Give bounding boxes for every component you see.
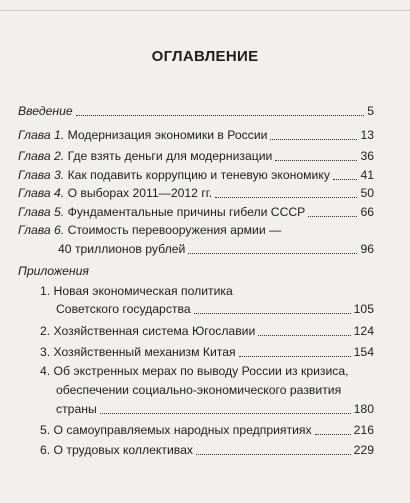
entry-text: 3. Хозяйственный механизм Китая bbox=[40, 345, 236, 359]
entry-label: Глава 5. bbox=[18, 205, 65, 219]
entry-text: 2. Хозяйственная система Югославии bbox=[40, 324, 256, 338]
dot-leader bbox=[196, 454, 351, 455]
entry-text: Фундаментальные причины гибели СССР bbox=[67, 205, 306, 219]
toc-entry-chapter-6[interactable] bbox=[58, 242, 374, 257]
dot-leader bbox=[270, 139, 357, 140]
entry-page: 229 bbox=[353, 443, 374, 457]
entry-page: 5 bbox=[367, 104, 374, 118]
dot-leader bbox=[76, 115, 365, 116]
dot-leader bbox=[215, 197, 357, 198]
appendix-item-5[interactable] bbox=[40, 423, 374, 438]
entry-text: О выборах 2011—2012 гг. bbox=[67, 186, 213, 200]
appendix-item-3[interactable] bbox=[40, 345, 374, 360]
top-rule bbox=[0, 10, 410, 11]
entry-page: 105 bbox=[353, 302, 374, 316]
entry-text: Модернизация экономики в России bbox=[67, 128, 268, 142]
dot-leader bbox=[100, 413, 351, 414]
appendix-item-6[interactable] bbox=[40, 443, 374, 458]
entry-text-cont: 40 триллионов рублей bbox=[58, 242, 186, 256]
toc-entry-chapter-4[interactable] bbox=[18, 186, 374, 201]
dot-leader bbox=[333, 179, 358, 180]
page-title: ОГЛАВЛЕНИЕ bbox=[151, 48, 259, 65]
entry-text: Где взять деньги для модернизации bbox=[67, 149, 273, 163]
toc-entry-chapter-6-line1[interactable] bbox=[18, 223, 281, 238]
bleed-through-texture bbox=[210, 462, 360, 492]
entry-text: 6. О трудовых коллективах bbox=[40, 443, 193, 457]
appendix-item-1-line1[interactable] bbox=[40, 284, 233, 299]
entry-text-cont: страны bbox=[56, 402, 97, 416]
appendix-item-1[interactable] bbox=[56, 302, 374, 317]
dot-leader bbox=[239, 356, 351, 357]
appendix-item-4-line1[interactable] bbox=[40, 364, 349, 379]
toc-entry-chapter-5[interactable] bbox=[18, 205, 374, 220]
dot-leader bbox=[315, 434, 351, 435]
entry-label: Введение bbox=[18, 104, 73, 118]
entry-page: 180 bbox=[353, 402, 374, 416]
toc-entry-chapter-2[interactable] bbox=[18, 149, 374, 164]
entry-text-cont: Советского государства bbox=[56, 302, 191, 316]
appendix-item-4-line2[interactable] bbox=[56, 383, 341, 398]
entry-page: 36 bbox=[360, 149, 374, 163]
entry-page: 13 bbox=[360, 128, 374, 142]
dot-leader bbox=[258, 335, 350, 336]
entry-text: 5. О самоуправляемых народных предприятиях bbox=[40, 423, 312, 437]
entry-text: 1. Новая экономическая политика bbox=[40, 284, 233, 298]
appendix-item-2[interactable] bbox=[40, 324, 374, 339]
entry-page: 50 bbox=[360, 186, 374, 200]
entry-label: Глава 1. bbox=[18, 128, 65, 142]
entry-label: Глава 6. bbox=[18, 223, 65, 237]
dot-leader bbox=[188, 253, 357, 254]
toc-entry-chapter-1[interactable] bbox=[18, 128, 374, 143]
entry-page: 216 bbox=[353, 423, 374, 437]
entry-text: Стоимость перевооружения армии — bbox=[67, 223, 282, 237]
entry-text: 4. Об экстренных мерах по выводу России из кризиса, bbox=[40, 364, 349, 378]
entry-page: 66 bbox=[360, 205, 374, 219]
toc-entry-chapter-3[interactable] bbox=[18, 168, 374, 183]
entry-text-cont: обеспечении социально-экономического развития bbox=[56, 383, 342, 397]
appendix-item-4[interactable] bbox=[56, 402, 374, 417]
dot-leader bbox=[308, 216, 357, 217]
entry-text: Как подавить коррупцию и теневую экономику bbox=[67, 168, 330, 182]
dot-leader bbox=[194, 313, 351, 314]
toc-entry-intro[interactable] bbox=[18, 104, 374, 119]
entry-page: 96 bbox=[360, 242, 374, 256]
entry-page: 41 bbox=[360, 168, 374, 182]
entry-page: 124 bbox=[353, 324, 374, 338]
appendix-heading: Приложения bbox=[18, 264, 89, 278]
entry-label: Глава 2. bbox=[18, 149, 65, 163]
entry-page: 154 bbox=[353, 345, 374, 359]
dot-leader bbox=[275, 160, 357, 161]
entry-label: Глава 4. bbox=[18, 186, 65, 200]
entry-label: Глава 3. bbox=[18, 168, 65, 182]
